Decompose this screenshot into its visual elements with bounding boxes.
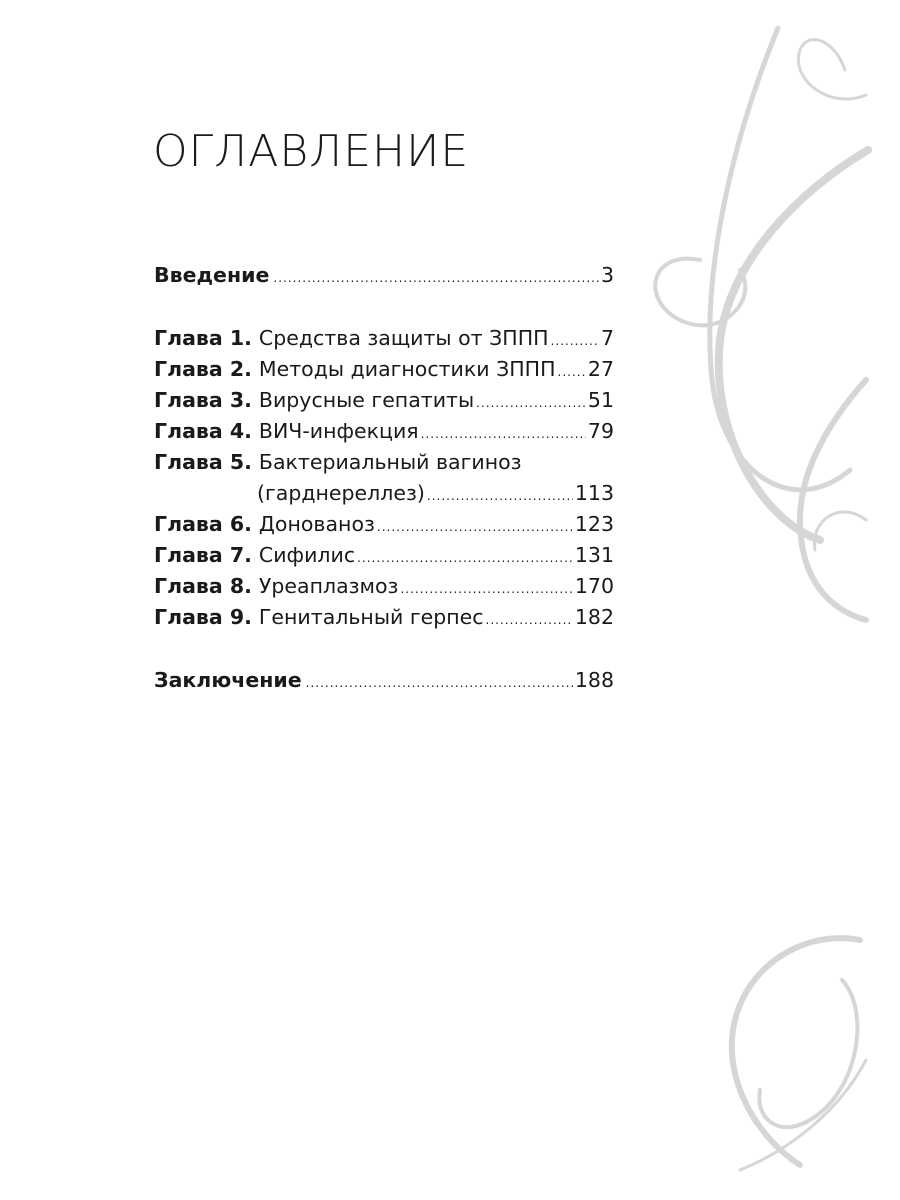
chapter-title: Бактериальный вагиноз <box>258 450 522 474</box>
chapter-title: ВИЧ-инфекция <box>258 419 419 443</box>
dot-leader <box>558 357 586 388</box>
spacer <box>154 633 614 665</box>
chapter-page-number: 79 <box>587 419 614 443</box>
toc-entry-chapter-6[interactable] <box>154 509 614 540</box>
chapter-page-number: 51 <box>587 388 614 412</box>
chapter-number: Глава 1. <box>154 326 252 350</box>
toc-entry-conclusion[interactable] <box>154 665 614 696</box>
toc-entry-chapter-7[interactable] <box>154 540 614 571</box>
dot-leader <box>306 668 573 699</box>
dot-leader <box>377 512 573 543</box>
chapter-title: Генитальный герпес <box>258 605 484 629</box>
spacer <box>154 291 614 323</box>
chapter-page-number: 131 <box>574 543 614 567</box>
chapter-title: Вирусные гепатиты <box>258 388 475 412</box>
intro-label: Введение <box>154 263 270 287</box>
toc-entry-chapter-5[interactable] <box>154 447 614 478</box>
chapter-page-number: 113 <box>574 481 614 505</box>
chapter-title-continued: (гарднереллез) <box>257 481 425 505</box>
chapter-number: Глава 8. <box>154 574 252 598</box>
table-of-contents <box>154 260 614 696</box>
page-title: ОГЛАВЛЕНИЕ <box>153 126 470 177</box>
conclusion-label: Заключение <box>154 668 302 692</box>
chapter-title: Средства защиты от ЗППП <box>258 326 549 350</box>
chapter-number: Глава 9. <box>154 605 252 629</box>
intro-page-number: 3 <box>600 263 614 287</box>
toc-entry-chapter-2[interactable] <box>154 354 614 385</box>
dot-leader <box>400 574 572 605</box>
toc-entry-intro[interactable] <box>154 260 614 291</box>
toc-entry-chapter-4[interactable] <box>154 416 614 447</box>
toc-entry-chapter-9[interactable] <box>154 602 614 633</box>
chapter-number: Глава 2. <box>154 357 252 381</box>
toc-entry-chapter-5-continued[interactable] <box>154 478 614 509</box>
chapter-page-number: 182 <box>574 605 614 629</box>
toc-entry-chapter-1[interactable] <box>154 323 614 354</box>
dot-leader <box>421 419 586 450</box>
chapter-title: Уреаплазмоз <box>258 574 399 598</box>
toc-entry-chapter-8[interactable] <box>154 571 614 602</box>
chapter-title: Донованоз <box>258 512 375 536</box>
dot-leader <box>273 263 599 294</box>
chapter-page-number: 170 <box>574 574 614 598</box>
chapter-page-number: 123 <box>574 512 614 536</box>
chapter-number: Глава 5. <box>154 450 252 474</box>
dot-leader <box>486 605 573 636</box>
chapter-page-number: 27 <box>587 357 614 381</box>
dot-leader <box>476 388 586 419</box>
chapter-title: Сифилис <box>258 543 356 567</box>
chapter-page-number: 7 <box>600 326 614 350</box>
conclusion-page-number: 188 <box>574 668 614 692</box>
chapter-title: Методы диагностики ЗППП <box>258 357 556 381</box>
dot-leader <box>357 543 573 574</box>
toc-entry-chapter-3[interactable] <box>154 385 614 416</box>
dot-leader <box>427 481 573 512</box>
chapter-number: Глава 4. <box>154 419 252 443</box>
chapter-number: Глава 3. <box>154 388 252 412</box>
chapter-number: Глава 7. <box>154 543 252 567</box>
chapter-number: Глава 6. <box>154 512 252 536</box>
dot-leader <box>551 326 599 357</box>
